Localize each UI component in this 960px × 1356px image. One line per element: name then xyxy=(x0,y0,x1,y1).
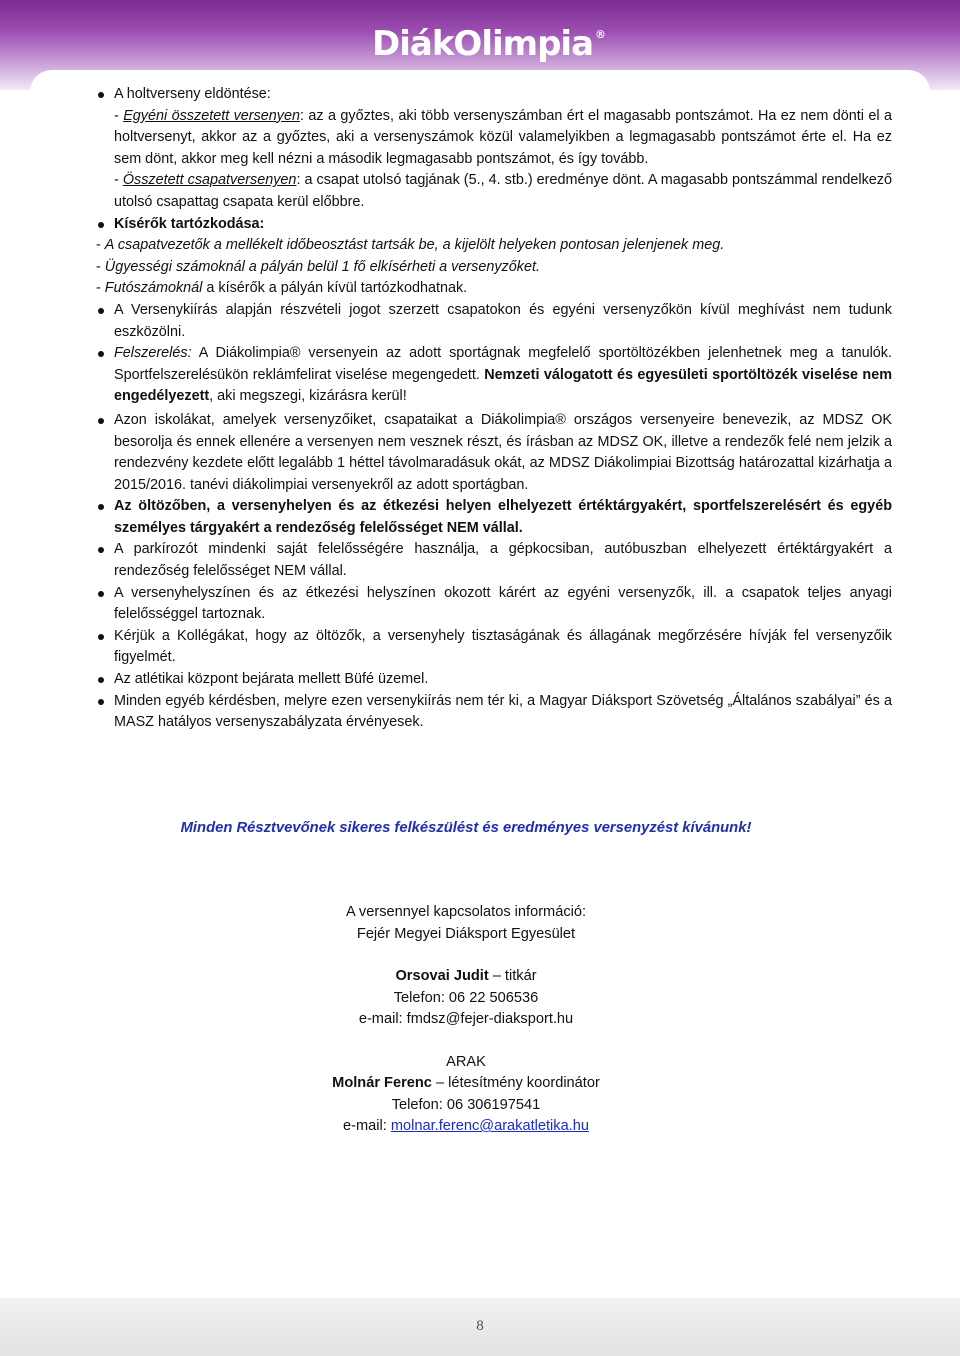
contact-block xyxy=(0,902,932,1138)
logo-text: DiákOlimpia xyxy=(372,24,594,64)
contact-person-1 xyxy=(0,966,932,988)
list-item xyxy=(96,84,892,106)
tie-rule-individual-text: : az a győztes, aki több versenyszámban ért el magasabb pontszámot. Ha ez nem dönti el a holtversenyt, akkor az a győztes, aki a versenyszámok közül valamelyikben a legmagasabb pontszámot érte el. Ha ez sem dönt, akkor meg kell nézni a második legmagasabb pontszámot, és így tovább. xyxy=(114,107,892,167)
contact-person-2 xyxy=(0,1073,932,1095)
contact-person-2-email-link[interactable]: molnar.ferenc@arakatletika.hu xyxy=(390,1118,589,1134)
clean-text: Kérjük a Kollégákat, hogy az öltözők, a versenyhely tisztaságának és állagának megőrzésére hívják fel versenyzőik figyelmét. xyxy=(114,627,892,666)
contact-person-1-phone: Telefon: 06 22 506536 xyxy=(393,989,539,1006)
tie-rule-team: - Összetett csapatversenyen: a csapat utolsó tagjának (5., 4. stb.) eredménye dönt. A magasabb pontszámmal rendelkező utolsó csapattag csapata kerül előbbre. xyxy=(114,172,892,210)
list-item xyxy=(96,691,892,734)
tie-title: A holtverseny eldöntése: xyxy=(114,86,271,102)
tie-rule-team-text: : a csapat utolsó tagjának (5., 4. stb.) eredménye dönt. A magasabb pontszámmal rendelkező utolsó csapattag csapata kerül előbbre. xyxy=(114,172,892,210)
tie-rule-individual: - Egyéni összetett versenyen: az a győztes, aki több versenyszámban ért el magasabb pontszámot. Ha ez nem dönti el a holtversenyt, akkor az a győztes, aki a versenyszámok közül valamelyikben a legmagasabb pontszámot érte el. Ha ez sem dönt, akkor meg kell nézni a második legmagasabb pontszámot, és így tovább. xyxy=(114,107,892,167)
escort-line-1-text: A csapatvezetők a mellékelt időbeosztást tartsák be, a kijelölt helyeken pontosan jelenjenek meg. xyxy=(104,237,725,254)
other-text: Minden egyéb kérdésben, melyre ezen versenykiírás nem tér ki, a Magyar Diáksport Szövetség „Általános szabályai” és a MASZ hatályos versenyszabályzata érvényesek. xyxy=(114,692,892,731)
rules-list xyxy=(96,84,892,734)
logo-registered-mark: ® xyxy=(595,28,606,41)
contact-intro: A versennyel kapcsolatos információ: xyxy=(345,904,587,920)
list-item xyxy=(96,214,892,236)
equip-end: , aki megszegi, kizárásra kerül! xyxy=(209,388,407,405)
parking-text: A parkírozót mindenki saját felelősségére használja, a gépkocsiban, autóbuszban elhelyezett értéktárgyakért a rendezőség felelősséget NEM vállal. xyxy=(114,541,892,580)
contact-org-2: ARAK xyxy=(446,1053,486,1070)
list-item xyxy=(96,300,892,343)
list-item xyxy=(96,539,892,582)
buffet-text: Az atlétikai központ bejárata mellett Büfé üzemel. xyxy=(114,671,429,688)
closing-wish: Minden Résztvevőnek sikeres felkészülést és eredményes versenyzést kívánunk! xyxy=(180,820,752,836)
equip-bold: Nemzeti válogatott és egyesületi sportöltözék viselése nem engedélyezett xyxy=(114,366,892,405)
contact-person-2-email-line xyxy=(0,1116,932,1138)
escort-line-3-italic: Futószámoknál xyxy=(104,280,203,297)
equip-label: Felszerelés: xyxy=(114,345,192,362)
escort-line-2: - Ügyességi számoknál a pályán belül 1 fő elkísérheti a versenyzőket. xyxy=(96,258,540,275)
contact-person-2-phone: Telefon: 06 306197541 xyxy=(391,1096,541,1113)
page-number: 8 xyxy=(476,1318,484,1334)
list-item xyxy=(96,496,892,539)
list-item xyxy=(96,626,892,669)
contact-org: Fejér Megyei Diáksport Egyesület xyxy=(356,925,576,942)
contact-person-1-name: Orsovai Judit xyxy=(395,968,489,984)
escort-line-3: - Futószámoknál a kísérők a pályán kívül tartózkodhatnak. xyxy=(96,280,468,297)
escort-title: Kísérők tartózkodása: xyxy=(114,215,265,232)
list-item xyxy=(96,343,892,408)
escort-line-3-text: a kísérők a pályán kívül tartózkodhatnak. xyxy=(202,280,468,297)
invite-text: A Versenykiírás alapján részvételi jogot szerzett csapatokon és egyéni versenyzőkön kívül meghívást nem tudunk eszközölni. xyxy=(114,301,892,340)
contact-person-1-role: – titkár xyxy=(488,968,537,984)
list-item xyxy=(96,410,892,496)
tie-rule-team-label: Összetett csapatversenyen xyxy=(122,172,297,189)
list-item xyxy=(96,583,892,626)
contact-person-2-name: Molnár Ferenc xyxy=(332,1075,432,1091)
equip-text: A Diákolimpia® versenyein az adott sportágnak megfelelő sportöltözékben jelenhetnek meg a tanulók. Sportfelszerelésükön reklámfelirat viselése megengedett. xyxy=(114,345,892,383)
contact-person-2-email-label: e-mail: xyxy=(343,1118,391,1134)
valuables-text: Az öltözőben, a versenyhelyen és az étkezési helyen elhelyezett értéktárgyakért, sportfelszerelésért és egyéb személyes tárgyakért a rendezőség felelősséget NEM vállal. xyxy=(114,498,892,536)
diakolimpia-logo xyxy=(372,24,605,64)
schools-text: Azon iskolákat, amelyek versenyzőiket, csapataikat a Diákolimpia® országos versenyeire benevezik, az MDSZ OK besorolja és ennek ellenére a versenyen nem vesznek részt, és írásban az MDSZ OK, illetve a rendezők felé nem jelzik a rendezvény kezdete előtt legalább 1 héttel távolmaradásuk okát, az MDSZ Diákolimpiai Bizottság határozattal kizárhatja a 2015/2016. tanévi diákolimpiai versenyekről az adott sportágban. xyxy=(114,411,892,493)
escort-line-1: - A csapatvezetők a mellékelt időbeosztást tartsák be, a kijelölt helyeken pontosan jelenjenek meg. xyxy=(96,237,725,254)
tie-rule-individual-label: Egyéni összetett versenyen xyxy=(123,107,300,124)
contact-person-1-email: e-mail: fmdsz@fejer-diaksport.hu xyxy=(358,1011,574,1027)
list-item xyxy=(96,669,892,691)
escort-line-2-text: Ügyességi számoknál a pályán belül 1 fő elkísérheti a versenyzőket. xyxy=(104,258,540,275)
damage-text: A versenyhelyszínen és az étkezési helyszínen okozott kárért az egyéni versenyzők, ill. a csapatok teljes anyagi felelősséggel tartoznak. xyxy=(114,584,892,623)
contact-person-2-role: – létesítmény koordinátor xyxy=(431,1075,600,1091)
